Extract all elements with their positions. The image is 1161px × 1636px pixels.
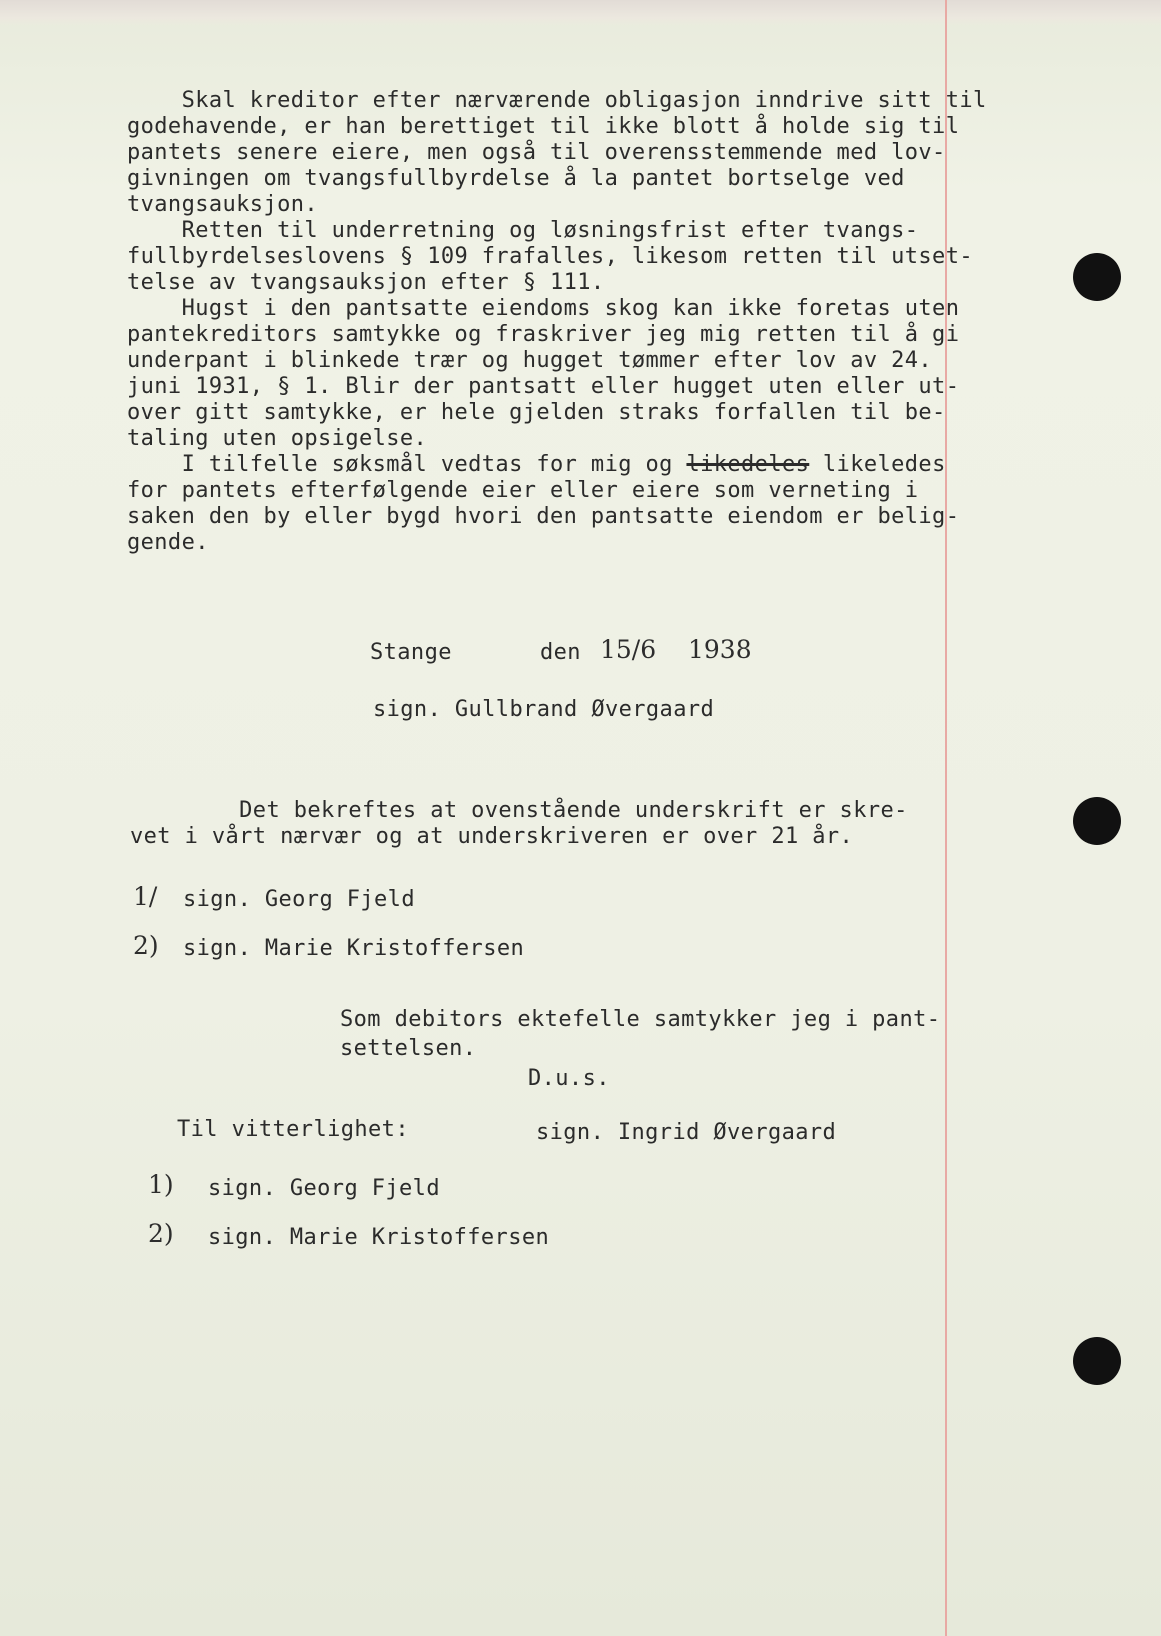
debtor-signature: sign. Gullbrand Øvergaard bbox=[373, 697, 715, 722]
paragraph-2-line: fullbyrdelseslovens § 109 frafalles, likesom retten til utset- bbox=[127, 244, 973, 269]
paragraph-2-line: telse av tvangsauksjon efter § 111. bbox=[127, 270, 605, 295]
paragraph-3-line: Hugst i den pantsatte eiendoms skog kan ikke foretas uten bbox=[127, 296, 960, 321]
page-top-edge bbox=[0, 0, 1161, 26]
paragraph-1-line: pantets senere eiere, men også til overensstemmende med lov- bbox=[127, 140, 946, 165]
spouse-consent-line: Som debitors ektefelle samtykker jeg i pant- bbox=[340, 1007, 941, 1032]
paragraph-4-first-line bbox=[127, 452, 946, 478]
paragraph-3-line: pantekreditors samtykke og fraskriver jeg mig retten til å gi bbox=[127, 322, 960, 347]
paragraph-4-suffix: likeledes bbox=[809, 452, 946, 477]
struck-word: likedeles bbox=[686, 452, 810, 477]
handwritten-date: 15/6 bbox=[600, 635, 657, 664]
handwritten-year: 1938 bbox=[688, 635, 752, 664]
paragraph-2-line: Retten til underretning og løsningsfrist efter tvangs- bbox=[127, 218, 919, 243]
paragraph-4-line: gende. bbox=[127, 530, 209, 555]
paragraph-3-line: over gitt samtykke, er hele gjelden straks forfallen til be- bbox=[127, 400, 946, 425]
den-label: den bbox=[540, 640, 581, 665]
paragraph-3-line: juni 1931, § 1. Blir der pantsatt eller hugget uten eller ut- bbox=[127, 374, 960, 399]
paragraph-3-line: taling uten opsigelse. bbox=[127, 426, 428, 451]
punch-hole-3 bbox=[1073, 1337, 1121, 1385]
witness-statement-line: vet i vårt nærvær og at underskriveren er over 21 år. bbox=[130, 824, 854, 849]
witness-number: 2) bbox=[148, 1219, 174, 1248]
paragraph-1-line: givningen om tvangsfullbyrdelse å la pantet bortselge ved bbox=[127, 166, 905, 191]
punch-hole-2 bbox=[1073, 797, 1121, 845]
witness-signature: sign. Georg Fjeld bbox=[183, 887, 415, 912]
paragraph-1-line: tvangsauksjon. bbox=[127, 192, 319, 217]
witness-signature: sign. Marie Kristoffersen bbox=[208, 1225, 550, 1250]
witness-signature: sign. Georg Fjeld bbox=[208, 1176, 440, 1201]
spouse-consent-line: settelsen. bbox=[340, 1036, 477, 1061]
witness-number: 1/ bbox=[133, 882, 158, 911]
spouse-signature: sign. Ingrid Øvergaard bbox=[536, 1120, 837, 1145]
punch-hole-1 bbox=[1073, 253, 1121, 301]
place: Stange bbox=[370, 640, 452, 665]
paragraph-3-line: underpant i blinkede trær og hugget tømmer efter lov av 24. bbox=[127, 348, 933, 373]
witness-statement-line: Det bekreftes at ovenstående underskrift er skre- bbox=[130, 798, 908, 823]
witness-number: 2) bbox=[133, 931, 159, 960]
dus-note: D.u.s. bbox=[528, 1066, 610, 1091]
witness-signature: sign. Marie Kristoffersen bbox=[183, 936, 525, 961]
paragraph-4-prefix: I tilfelle søksmål vedtas for mig og bbox=[127, 452, 687, 477]
paragraph-1-line: godehavende, er han berettiget til ikke blott å holde sig til bbox=[127, 114, 960, 139]
paragraph-1-line: Skal kreditor efter nærværende obligasjon inndrive sitt til bbox=[127, 88, 987, 113]
paragraph-4-line: saken den by eller bygd hvori den pantsatte eiendom er belig- bbox=[127, 504, 960, 529]
til-vitterlighet-heading: Til vitterlighet: bbox=[177, 1117, 409, 1142]
witness-number: 1) bbox=[148, 1170, 174, 1199]
paragraph-4-line: for pantets efterfølgende eier eller eiere som verneting i bbox=[127, 478, 919, 503]
